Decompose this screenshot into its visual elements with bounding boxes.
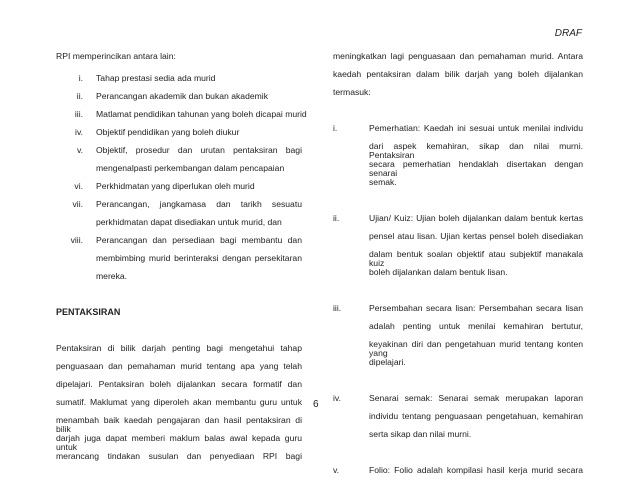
list-item-number: iii. (74, 109, 83, 119)
list-item (56, 236, 302, 290)
text-line: Perancangan akademik dan bukan akademik (96, 91, 268, 101)
text-line: kaedah pentaksiran dalam bilik darjah yang boleh dijalankan (333, 69, 583, 79)
list-item-number: v. (76, 145, 83, 155)
text-line: Objektif, prosedur dan urutan pentaksiran bagi (96, 145, 302, 155)
list-item-number: iii. (333, 303, 342, 313)
text-line: Ujian/ Kuiz: Ujian boleh dijalankan dalam bentuk kertas (369, 213, 583, 223)
text-line: adalah penting untuk menilai kemahiran bertutur, (369, 321, 583, 331)
text-line: mengenalpasti perkembangan dalam pencapaian (96, 163, 285, 173)
text-line: Perkhidmatan yang diperlukan oleh murid (96, 181, 255, 191)
text-line: pensel atau lisan. Ujian kertas pensel boleh disediakan (369, 231, 583, 241)
text-line: serta sikap dan nilai murni. (369, 429, 472, 439)
text-line: dalam bentuk soalan objektif atau subjektif manakala kuiz (369, 249, 583, 268)
list-item (56, 92, 302, 110)
text-line: Matlamat pendidikan tahunan yang boleh dicapai murid (96, 109, 307, 119)
list-item (56, 74, 302, 92)
list-item-number: iv. (75, 127, 83, 137)
text-line: termasuk: (333, 87, 371, 97)
text-line: keyakinan diri dan pengetahuan murid tentang konten yang (369, 339, 583, 358)
pentaksiran-paragraph (56, 344, 302, 470)
text-line: meningkatkan lagi penguasaan dan pemahaman murid. Antara (333, 51, 583, 61)
text-line: Pemerhatian: Kaedah ini sesuai untuk menilai individu (369, 123, 583, 133)
text-line: perkhidmatan dapat disediakan untuk murid, dan (96, 217, 282, 227)
text-line: individu tentang penguasaan pengetahuan, kemahiran (369, 411, 583, 421)
list-item-number: vi. (74, 181, 83, 191)
left-column (56, 51, 307, 470)
text-line: Senarai semak: Senarai semak merupakan laporan (369, 393, 583, 403)
text-line: merancang tindakan susulan dan penyediaan RPI bagi (56, 451, 302, 461)
list-item (333, 214, 583, 286)
text-line: Persembahan secara lisan: Persembahan secara lisan (369, 303, 583, 313)
text-line: dipelajari. (369, 357, 406, 367)
section-heading: PENTAKSIRAN (56, 307, 121, 317)
list-item (333, 394, 583, 448)
right-column (333, 52, 583, 484)
list-item-number: ii. (76, 91, 83, 101)
text-line: menambah baik kaedah pengajaran dan hasil pentaksiran di bilik (56, 415, 302, 434)
text-line: Tahap prestasi sedia ada murid (96, 73, 216, 83)
text-line: boleh dijalankan dalam bentuk lisan. (369, 267, 508, 277)
text-line: darjah juga dapat memberi maklum balas awal kepada guru untuk (56, 433, 302, 452)
list-item (56, 200, 302, 236)
list-item-number: i. (78, 73, 83, 83)
list-item-number: iv. (333, 393, 341, 403)
list-item-number: vii. (72, 199, 83, 209)
assessment-methods-list (333, 124, 583, 484)
text-line: penguasaan dan pemahaman murid tentang apa yang telah (56, 361, 302, 371)
text-line: Folio: Folio adalah kompilasi hasil kerja murid secara (369, 465, 583, 475)
text-line: sumatif. Maklumat yang diperoleh akan membantu guru untuk (56, 397, 302, 407)
text-line: dipelajari. Pentaksiran boleh dijalankan secara formatif dan (56, 379, 302, 389)
list-item (56, 146, 302, 182)
list-item-number: ii. (333, 213, 340, 223)
list-item-number: i. (333, 123, 338, 133)
list-item (56, 109, 307, 128)
text-line: Perancangan dan persediaan bagi membantu dan (96, 235, 302, 245)
text-line: mereka. (96, 271, 128, 281)
list-item-number: viii. (70, 235, 83, 245)
text-line: semak. (369, 177, 397, 187)
list-item (333, 466, 583, 484)
text-line: Pentaksiran di bilik darjah penting bagi mengetahui tahap (56, 343, 302, 353)
text-line: membimbing murid berinteraksi dengan persekitaran (96, 253, 302, 263)
text-line: Perancangan, jangkamasa dan tarikh sesuatu (96, 199, 302, 209)
list-item (56, 128, 302, 146)
list-item-number: v. (333, 465, 340, 475)
text-line: secara pemerhatian hendaklah disertakan dengan senarai (369, 159, 583, 178)
list-item (333, 124, 583, 196)
text-line: dari aspek kemahiran, sikap dan nilai murni. Pentaksiran (369, 141, 583, 160)
rpi-list (56, 73, 307, 290)
page-number: 6 (313, 399, 319, 410)
left-intro: RPI memperincikan antara lain: (56, 51, 176, 61)
list-item (56, 182, 302, 200)
right-intro (333, 52, 583, 106)
text-line: Objektif pendidikan yang boleh diukur (96, 127, 240, 137)
draft-label: DRAF (554, 28, 582, 39)
list-item (333, 304, 583, 376)
